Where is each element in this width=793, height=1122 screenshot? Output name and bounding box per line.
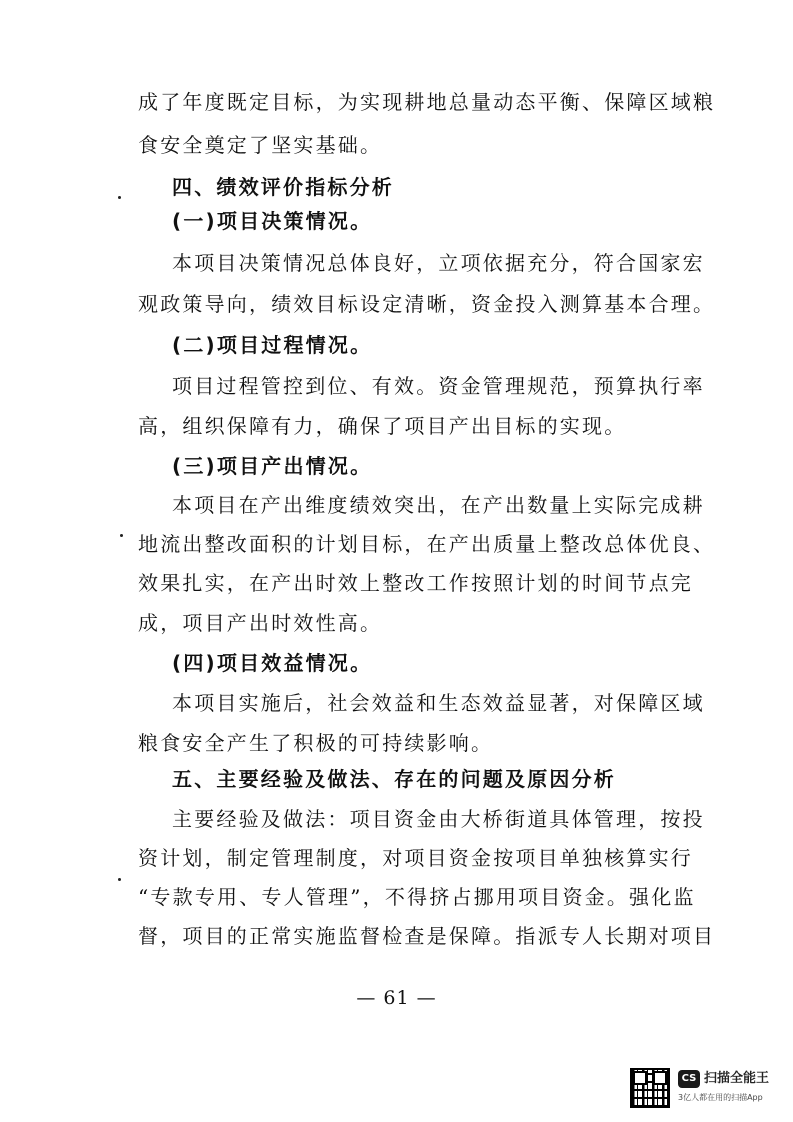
subsection-heading: (二)项目过程情况。 bbox=[172, 333, 373, 357]
text-line: 本项目在产出维度绩效突出，在产出数量上实际完成耕 bbox=[172, 493, 705, 517]
qr-code-icon bbox=[630, 1068, 670, 1108]
text-line: 高，组织保障有力，确保了项目产出目标的实现。 bbox=[138, 414, 627, 438]
text-line: 本项目决策情况总体良好，立项依据充分，符合国家宏 bbox=[172, 251, 705, 275]
text-line: 观政策导向，绩效目标设定清晰，资金投入测算基本合理。 bbox=[138, 292, 716, 316]
scan-speck bbox=[118, 878, 121, 881]
subsection-heading: (三)项目产出情况。 bbox=[172, 454, 373, 478]
text-line: 资计划，制定管理制度，对项目资金按项目单独核算实行 bbox=[138, 846, 693, 870]
text-line: 食安全奠定了坚实基础。 bbox=[138, 133, 383, 157]
watermark-brand: 扫描全能王 bbox=[704, 1071, 770, 1086]
text-line: 督，项目的正常实施监督检查是保障。指派专人长期对项目 bbox=[138, 924, 716, 948]
text-line: 项目过程管控到位、有效。资金管理规范，预算执行率 bbox=[172, 374, 705, 398]
scan-speck bbox=[118, 196, 121, 199]
page-number: — 61 — bbox=[356, 987, 437, 1009]
watermark-slogan: 3亿人都在用的扫描App bbox=[678, 1093, 763, 1102]
text-line: 主要经验及做法：项目资金由大桥街道具体管理，按投 bbox=[172, 807, 705, 831]
subsection-heading: (一)项目决策情况。 bbox=[172, 209, 373, 233]
text-line: “专款专用、专人管理”，不得挤占挪用项目资金。强化监 bbox=[138, 885, 696, 909]
cs-logo: CS bbox=[678, 1070, 700, 1088]
section-heading: 四、绩效评价指标分析 bbox=[172, 175, 394, 199]
subsection-heading: (四)项目效益情况。 bbox=[172, 651, 373, 675]
text-line: 成了年度既定目标，为实现耕地总量动态平衡、保障区域粮 bbox=[138, 90, 716, 114]
text-line: 效果扎实，在产出时效上整改工作按照计划的时间节点完 bbox=[138, 571, 693, 595]
text-line: 地流出整改面积的计划目标，在产出质量上整改总体优良、 bbox=[138, 532, 716, 556]
scan-speck bbox=[120, 534, 123, 537]
text-line: 成，项目产出时效性高。 bbox=[138, 611, 383, 635]
scanner-watermark bbox=[630, 1068, 780, 1112]
section-heading: 五、主要经验及做法、存在的问题及原因分析 bbox=[172, 767, 616, 791]
text-line: 粮食安全产生了积极的可持续影响。 bbox=[138, 731, 494, 755]
text-line: 本项目实施后，社会效益和生态效益显著，对保障区域 bbox=[172, 691, 705, 715]
